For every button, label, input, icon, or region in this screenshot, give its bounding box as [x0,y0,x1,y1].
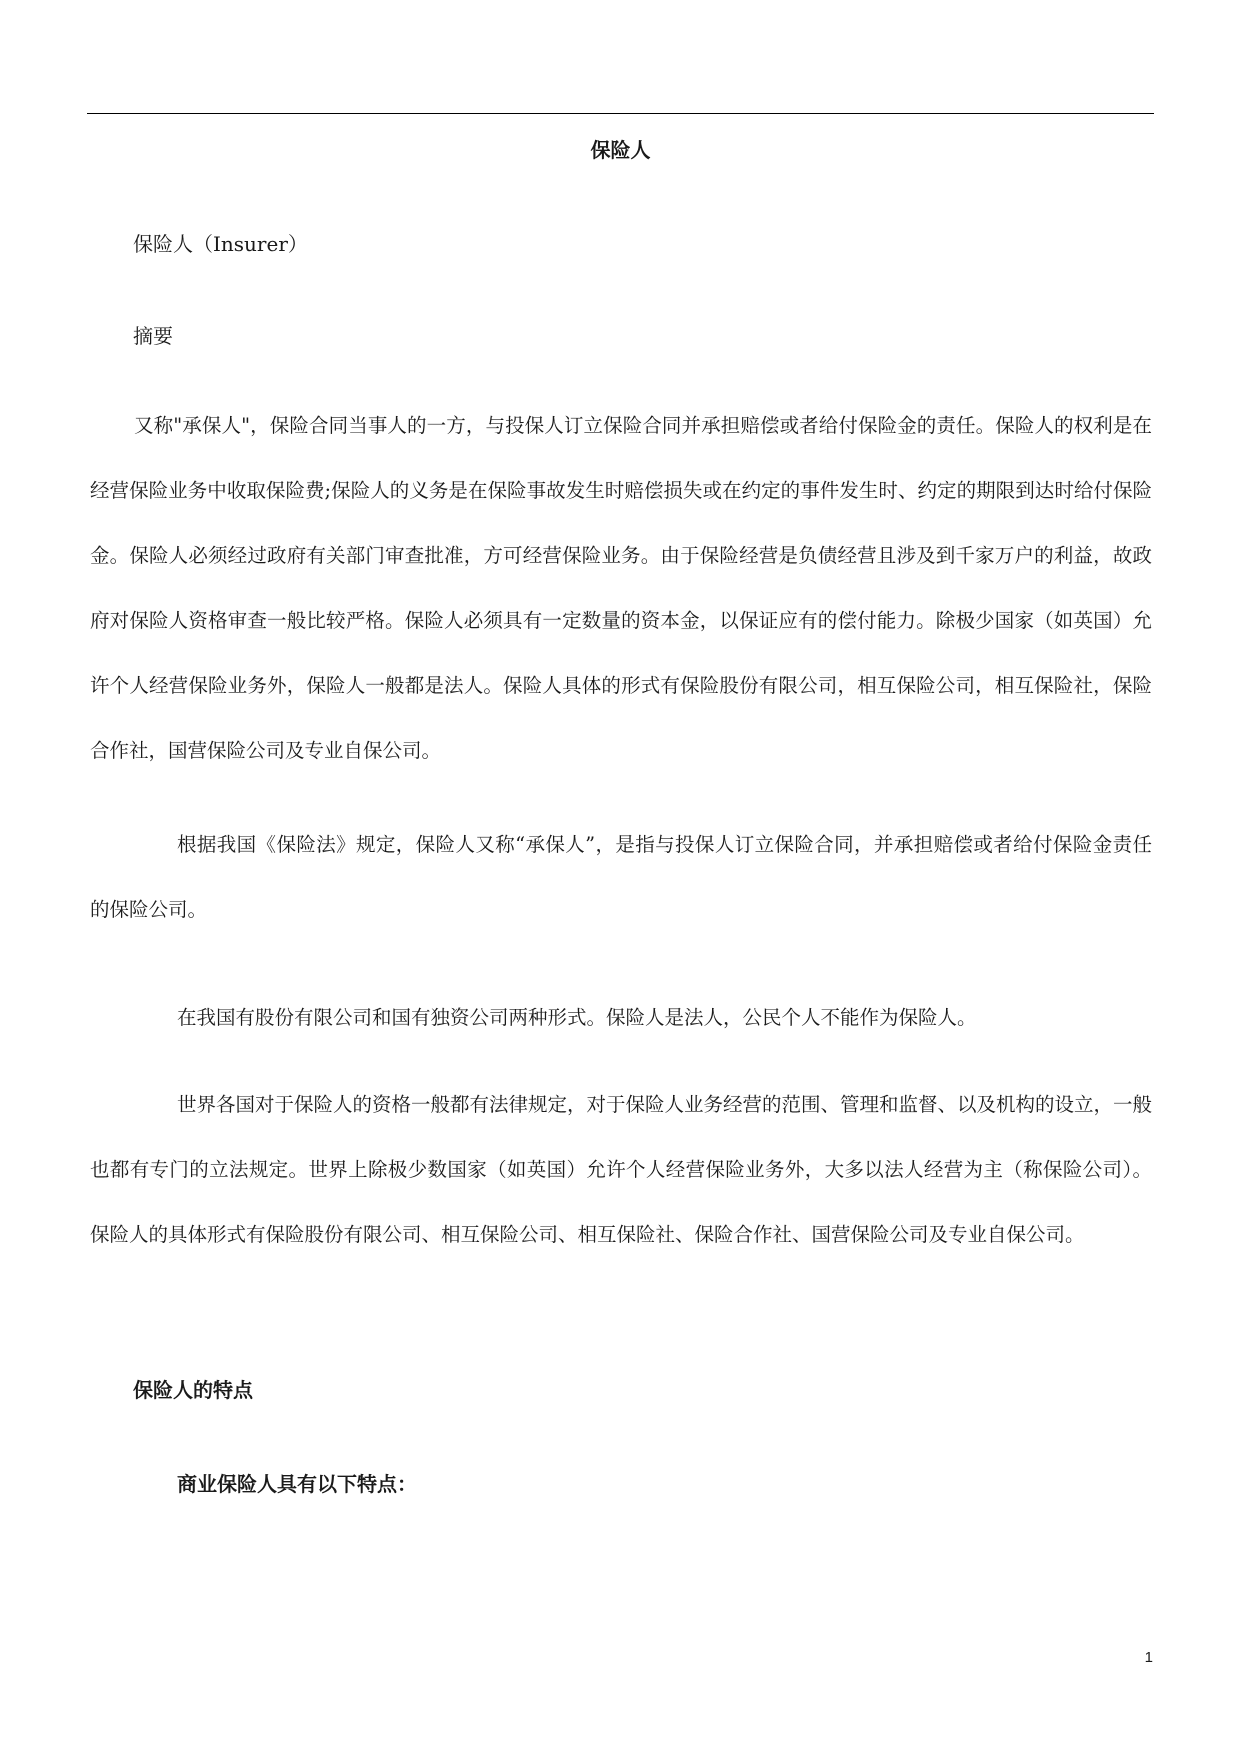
paragraph-definition: 又称"承保人"，保险合同当事人的一方，与投保人订立保险合同并承担赔偿或者给付保险金的责任。保险人的权利是在经营保险业务中收取保险费;保险人的义务是在保险事故发生时赔偿损失或在约定的事件发生时、约定的期限到达时给付保险金。保险人必须经过政府有关部门审查批准，方可经营保险业务。由于保险经营是负债经营且涉及到千家万户的利益，故政府对保险人资格审查一般比较严格。保险人必须具有一定数量的资本金，以保证应有的偿付能力。除极少国家（如英国）允许个人经营保险业务外，保险人一般都是法人。保险人具体的形式有保险股份有限公司，相互保险公司，相互保险社，保险合作社，国营保险公司及专业自保公司。 [90,414,1152,762]
page-number: 1 [1144,1649,1153,1666]
paragraph-worldwide: 世界各国对于保险人的资格一般都有法律规定，对于保险人业务经营的范围、管理和监督、以及机构的设立，一般也都有专门的立法规定。世界上除极少数国家（如英国）允许个人经营保险业务外，大多以法人经营为主（称保险公司）。保险人的具体形式有保险股份有限公司、相互保险公司、相互保险社、保险合作社、国营保险公司及专业自保公司。 [90,1093,1153,1246]
subtitle-line: 保险人（Insurer） [133,232,308,256]
paragraph-forms: 在我国有股份有限公司和国有独资公司两种形式。保险人是法人，公民个人不能作为保险人。 [177,1006,977,1029]
abstract-label: 摘要 [133,324,173,348]
sub-heading: 商业保险人具有以下特点： [177,1472,417,1496]
document-title: 保险人 [590,138,651,162]
section-heading: 保险人的特点 [133,1378,253,1402]
paragraph-law: 根据我国《保险法》规定，保险人又称“承保人”，是指与投保人订立保险合同，并承担赔偿或者给付保险金责任的保险公司。 [90,833,1152,921]
header-rule [87,113,1154,114]
